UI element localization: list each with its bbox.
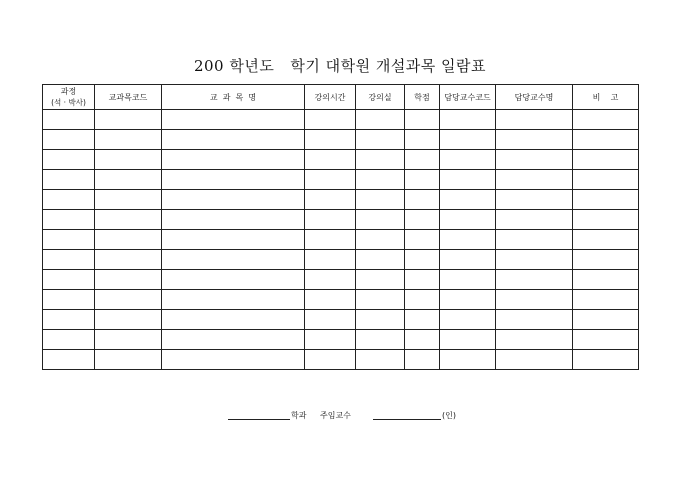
table-cell[interactable] (440, 310, 496, 330)
table-cell[interactable] (405, 310, 440, 330)
table-cell[interactable] (496, 150, 573, 170)
table-cell[interactable] (405, 170, 440, 190)
table-cell[interactable] (305, 150, 356, 170)
table-cell[interactable] (356, 350, 405, 370)
table-cell[interactable] (305, 330, 356, 350)
table-cell[interactable] (440, 250, 496, 270)
table-row (43, 150, 639, 170)
table-cell[interactable] (440, 210, 496, 230)
title-semester: 학기 (290, 57, 321, 75)
table-cell[interactable] (405, 290, 440, 310)
table-cell[interactable] (573, 190, 639, 210)
table-cell[interactable] (43, 270, 95, 290)
table-cell[interactable] (162, 250, 305, 270)
department-suffix: 학과 (291, 411, 307, 420)
table-cell[interactable] (573, 270, 639, 290)
table-cell[interactable] (356, 310, 405, 330)
header-subject-name: 교 과 목 명 (162, 85, 305, 110)
header-credits: 학점 (405, 85, 440, 110)
table-cell[interactable] (573, 310, 639, 330)
table-cell[interactable] (43, 210, 95, 230)
table-cell[interactable] (162, 270, 305, 290)
table-cell[interactable] (95, 350, 162, 370)
table-cell[interactable] (496, 290, 573, 310)
table-cell[interactable] (405, 210, 440, 230)
table-cell[interactable] (496, 230, 573, 250)
table-cell[interactable] (43, 250, 95, 270)
page-title (0, 55, 680, 76)
table-cell[interactable] (162, 170, 305, 190)
table-cell[interactable] (496, 270, 573, 290)
table-cell[interactable] (43, 350, 95, 370)
table-cell[interactable] (440, 290, 496, 310)
table-cell[interactable] (95, 290, 162, 310)
table-cell[interactable] (405, 250, 440, 270)
table-cell[interactable] (305, 230, 356, 250)
table-cell[interactable] (305, 250, 356, 270)
table-cell[interactable] (305, 210, 356, 230)
table-row (43, 310, 639, 330)
header-row (43, 85, 639, 110)
table-cell[interactable] (162, 210, 305, 230)
table-cell[interactable] (356, 250, 405, 270)
table-cell[interactable] (573, 110, 639, 130)
chair-professor-label: 주임교수 (320, 411, 351, 420)
table-cell[interactable] (43, 110, 95, 130)
table-cell[interactable] (95, 110, 162, 130)
table-cell[interactable] (43, 190, 95, 210)
table-cell[interactable] (405, 150, 440, 170)
table-cell[interactable] (496, 190, 573, 210)
table-cell[interactable] (440, 270, 496, 290)
table-cell[interactable] (496, 170, 573, 190)
table-cell[interactable] (162, 350, 305, 370)
header-remarks: 비 고 (573, 85, 639, 110)
table-cell[interactable] (43, 330, 95, 350)
table-cell[interactable] (405, 270, 440, 290)
table-cell[interactable] (496, 310, 573, 330)
table-cell[interactable] (496, 130, 573, 150)
table-cell[interactable] (573, 130, 639, 150)
table-cell[interactable] (43, 290, 95, 310)
title-main: 대학원 개설과목 일람표 (325, 57, 487, 75)
table-body (43, 110, 639, 370)
table-cell[interactable] (162, 290, 305, 310)
table-cell[interactable] (305, 350, 356, 370)
table-row (43, 250, 639, 270)
header-professor-name: 담당교수명 (496, 85, 573, 110)
seal-label: (인) (442, 411, 456, 420)
table-row (43, 210, 639, 230)
table-cell[interactable] (162, 330, 305, 350)
table-cell[interactable] (496, 330, 573, 350)
table-cell[interactable] (440, 150, 496, 170)
table-cell[interactable] (573, 350, 639, 370)
table-cell[interactable] (162, 150, 305, 170)
table-cell[interactable] (405, 230, 440, 250)
table-cell[interactable] (356, 110, 405, 130)
table-cell[interactable] (95, 230, 162, 250)
header-course-type-label: 과정 (60, 87, 77, 96)
header-classroom: 강의실 (356, 85, 405, 110)
table-row (43, 190, 639, 210)
table-cell[interactable] (440, 350, 496, 370)
table-row (43, 330, 639, 350)
table-cell[interactable] (405, 190, 440, 210)
table-cell[interactable] (305, 290, 356, 310)
table-cell[interactable] (573, 290, 639, 310)
header-subject-code: 교과목코드 (95, 85, 162, 110)
table-cell[interactable] (95, 210, 162, 230)
table-cell[interactable] (440, 170, 496, 190)
header-lecture-time: 강의시간 (305, 85, 356, 110)
table-cell[interactable] (573, 230, 639, 250)
table-row (43, 170, 639, 190)
table-cell[interactable] (95, 190, 162, 210)
header-course-type-sub: (석 · 박사) (51, 98, 86, 107)
table-cell[interactable] (573, 150, 639, 170)
table-cell[interactable] (305, 270, 356, 290)
table-cell[interactable] (356, 270, 405, 290)
table-cell[interactable] (162, 230, 305, 250)
course-list-table (42, 84, 639, 370)
table-cell[interactable] (496, 250, 573, 270)
table-cell[interactable] (95, 170, 162, 190)
table-cell[interactable] (496, 350, 573, 370)
table-cell[interactable] (405, 350, 440, 370)
header-professor-code: 담당교수코드 (440, 85, 496, 110)
table-cell[interactable] (356, 330, 405, 350)
table-cell[interactable] (405, 130, 440, 150)
table-cell[interactable] (573, 250, 639, 270)
table-cell[interactable] (162, 190, 305, 210)
table-row (43, 130, 639, 150)
table-cell[interactable] (356, 190, 405, 210)
chair-name-blank[interactable] (373, 419, 441, 420)
table-cell[interactable] (95, 310, 162, 330)
table-cell[interactable] (356, 150, 405, 170)
table-cell[interactable] (496, 210, 573, 230)
department-blank[interactable] (228, 419, 290, 420)
table-cell[interactable] (162, 110, 305, 130)
table-cell[interactable] (356, 170, 405, 190)
table-cell[interactable] (573, 210, 639, 230)
table-row (43, 230, 639, 250)
table-cell[interactable] (95, 130, 162, 150)
table-cell[interactable] (440, 110, 496, 130)
table-cell[interactable] (305, 110, 356, 130)
table-row (43, 110, 639, 130)
table-cell[interactable] (305, 190, 356, 210)
table-cell[interactable] (162, 310, 305, 330)
header-course-type (43, 85, 95, 110)
table-cell[interactable] (43, 230, 95, 250)
table-cell[interactable] (43, 130, 95, 150)
title-year: 200 학년도 (193, 57, 275, 75)
table-cell[interactable] (43, 170, 95, 190)
table-row (43, 350, 639, 370)
table-cell[interactable] (573, 330, 639, 350)
table-cell[interactable] (440, 130, 496, 150)
table-cell[interactable] (305, 310, 356, 330)
table-cell[interactable] (162, 130, 305, 150)
table-cell[interactable] (356, 130, 405, 150)
table-cell[interactable] (496, 110, 573, 130)
table-cell[interactable] (95, 250, 162, 270)
table-cell[interactable] (305, 170, 356, 190)
table-cell[interactable] (405, 330, 440, 350)
table-cell[interactable] (95, 330, 162, 350)
table-cell[interactable] (356, 290, 405, 310)
table-cell[interactable] (573, 170, 639, 190)
table-cell[interactable] (440, 330, 496, 350)
table-cell[interactable] (305, 130, 356, 150)
table-cell[interactable] (43, 310, 95, 330)
table-cell[interactable] (95, 270, 162, 290)
table-row (43, 270, 639, 290)
table-cell[interactable] (95, 150, 162, 170)
table-cell[interactable] (43, 150, 95, 170)
table-cell[interactable] (405, 110, 440, 130)
table-cell[interactable] (440, 190, 496, 210)
table-cell[interactable] (356, 210, 405, 230)
table-row (43, 290, 639, 310)
table-cell[interactable] (356, 230, 405, 250)
table-cell[interactable] (440, 230, 496, 250)
